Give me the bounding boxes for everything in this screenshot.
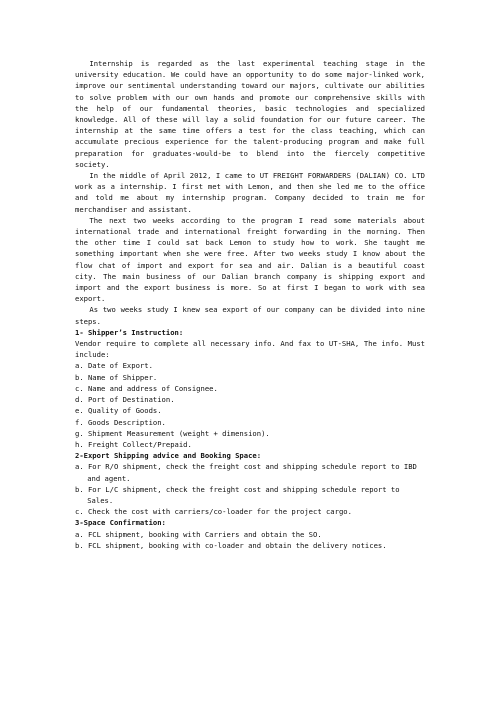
list-item: a. Date of Export. [75, 361, 153, 371]
training-paragraph: The next two weeks according to the program I read some materials about international trade and international freight forwarding in the morning. Then the other time I could sat back Lemon to study how to work. She taught me something important when she were free. After two weeks study I know about the flow chat of import and export for sea and air. Dalian is a beautiful coast city. The main business of our Dalian branch company is shipping export and import and the export business is more. So at first I began to work with sea export. [75, 215, 425, 304]
list-item: f. Goods Description. [75, 417, 166, 427]
list-item: c. Name and address of Consignee. [75, 383, 218, 393]
section-intro: Vendor require to complete all necessary info. And fax to UT-SHA, The info. Must include: [75, 339, 425, 360]
list-item: a. FCL shipment, booking with Carriers and obtain the SO. [75, 529, 322, 539]
list-item: b. For L/C shipment, check the freight cost and shipping schedule report to Sales. [75, 484, 400, 505]
list-item: h. Freight Collect/Prepaid. [75, 439, 192, 449]
intro-paragraph: Internship is regarded as the last experimental teaching stage in the university education. We could have an opportunity to do some major-linked work, improve our sentimental understanding toward our majors, cultivate our abilities to solve problem with our own hands and promote our comprehensive skills with the help of our fundamental theories, basic technologies and specialized knowledge. All of these will lay a solid foundation for our future career. The internship at the same time offers a test for the class teaching, which can accumulate precious experience for the talent-producing program and make full preparation for graduates-would-be to blend into the fiercely competitive society. [75, 59, 425, 169]
list-item: c. Check the cost with carriers/co-loader for the project cargo. [75, 507, 352, 517]
list-item: g. Shipment Measurement (weight + dimension). [75, 428, 270, 438]
list-item: e. Quality of Goods. [75, 406, 162, 416]
document-page [75, 58, 425, 551]
shipper-instruction-list [75, 360, 425, 450]
shipping-advice-list [75, 461, 425, 517]
steps-paragraph: As two weeks study I knew sea export of our company can be divided into nine steps. [75, 305, 425, 326]
list-item: d. Port of Destination. [75, 395, 175, 405]
list-item: b. FCL shipment, booking with co-loader and obtain the delivery notices. [75, 540, 387, 550]
section-heading-shipper-instruction: 1- Shipper’s Instruction: [75, 327, 184, 337]
section-heading-shipping-advice: 2-Export Shipping advice and Booking Space: [75, 451, 262, 461]
list-item: b. Name of Shipper. [75, 372, 158, 382]
company-paragraph: In the middle of April 2012, I came to UT FREIGHT FORWARDERS (DALIAN) CO. LTD work as a internship. I first met with Lemon, and then she led me to the office and told me about my internship program. Company decided to train me for merchandiser and assistant. [75, 171, 425, 214]
list-item: a. For R/O shipment, check the freight cost and shipping schedule report to IBD and agent. [75, 462, 417, 483]
space-confirmation-list [75, 529, 425, 551]
section-heading-space-confirmation: 3-Space Confirmation: [75, 518, 166, 528]
